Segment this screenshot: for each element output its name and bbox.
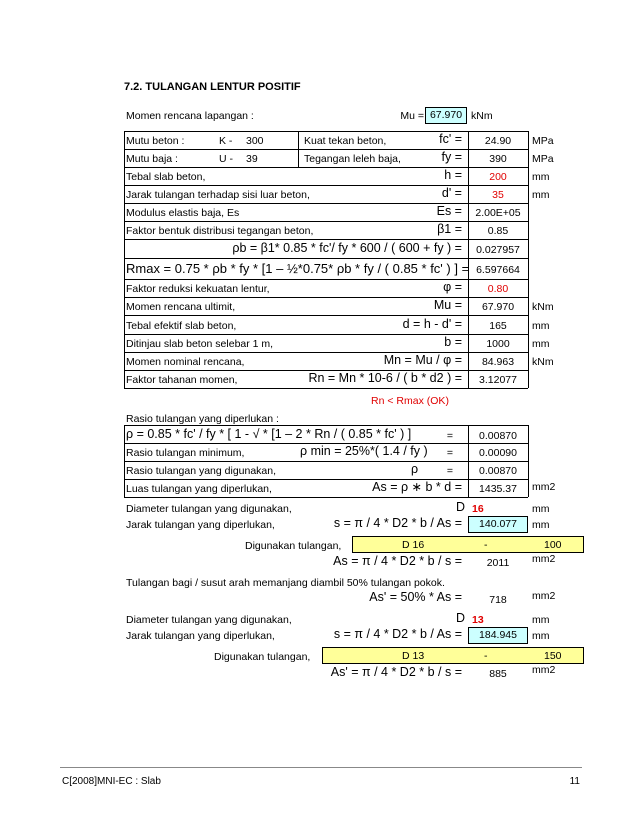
mutu-baja-label: Mutu baja : [126, 153, 178, 165]
as-pokok-unit: mm2 [532, 553, 556, 565]
rho-b-formula: ρb = β1* 0.85 * fc'/ fy * 600 / ( 600 + fy ) = [232, 241, 462, 255]
pakai-pokok-d: D 16 [402, 539, 425, 551]
as-bagi-unit: mm2 [532, 664, 556, 676]
fy-symbol: fy = [441, 150, 462, 164]
as-pokok-value: 2011 [486, 557, 510, 569]
tegangan-leleh-label: Tegangan leleh baja, [304, 153, 401, 165]
fc-value: 24.90 [484, 135, 512, 147]
mu-value: 67.970 [481, 301, 515, 313]
momen-lapangan-label: Momen rencana lapangan : [126, 110, 254, 122]
s-bagi-symbol: s = π / 4 * D2 * b / As = [333, 627, 462, 641]
beta-value: 0.85 [487, 225, 509, 237]
rho-guna-eq: = [446, 465, 454, 477]
phi-symbol: φ = [443, 280, 462, 294]
diameter-pokok-unit: mm [532, 503, 550, 515]
momen-lapangan-input[interactable]: 67.970 [425, 107, 467, 124]
pakai-pokok-dash: - [484, 539, 488, 551]
b-value: 1000 [486, 338, 510, 350]
mn-label: Momen nominal rencana, [126, 356, 245, 368]
fy-unit: MPa [532, 153, 554, 165]
as-symbol: As = ρ ∗ b * d = [372, 480, 462, 494]
as-pokok-symbol: As = π / 4 * D2 * b / s = [333, 554, 462, 568]
rho-min-value: 0.00090 [479, 447, 517, 459]
mu-label: Momen rencana ultimit, [126, 301, 236, 313]
diameter-bagi-label: Diameter tulangan yang digunakan, [126, 614, 292, 626]
momen-lapangan-symbol: Mu = [400, 110, 424, 122]
pakai-bagi-label: Digunakan tulangan, [214, 651, 311, 663]
beta-symbol: β1 = [437, 222, 462, 236]
pakai-pokok-s: 100 [544, 539, 562, 551]
section-title: 7.2. TULANGAN LENTUR POSITIF [124, 81, 301, 93]
h-value: 200 [489, 171, 507, 183]
diameter-pokok-label: Diameter tulangan yang digunakan, [126, 503, 292, 515]
jarak-pokok-label: Jarak tulangan yang diperlukan, [126, 519, 275, 531]
rn-symbol: Rn = Mn * 10-6 / ( b * d2 ) = [308, 371, 462, 385]
b-unit: mm [532, 338, 550, 350]
pakai-bagi-d: D 13 [402, 650, 425, 662]
d-prime-unit: mm [532, 189, 550, 201]
phi-value: 0.80 [487, 283, 509, 295]
as-bagi-symbol: As' = π / 4 * D2 * b / s = [330, 665, 462, 679]
footer-doc: C[2008]MNI-EC : Slab [62, 776, 161, 787]
phi-label: Faktor reduksi kekuatan lentur, [126, 283, 270, 295]
rn-check: Rn < Rmax (OK) [371, 395, 449, 407]
rho-guna-value: 0.00870 [479, 465, 517, 477]
rmax-formula: Rmax = 0.75 * ρb * fy * [1 – ½*0.75* ρb * fy / ( 0.85 * fc' ) ] = [126, 261, 470, 276]
s-bagi-value[interactable]: 184.945 [468, 627, 528, 644]
tebal-slab-label: Tebal slab beton, [126, 171, 206, 183]
as-bagi-perlu-symbol: As' = 50% * As = [369, 590, 462, 604]
footer-page-number: 11 [569, 776, 580, 787]
rho-value: 0.00870 [479, 430, 517, 442]
mutu-baja-prefix: U - [219, 153, 233, 165]
rn-label: Faktor tahanan momen, [126, 374, 238, 386]
b-symbol: b = [444, 335, 462, 349]
s-pokok-unit: mm [532, 519, 550, 531]
mu-symbol: Mu = [433, 298, 462, 312]
pakai-bagi-s: 150 [544, 650, 562, 662]
tul-bagi-note: Tulangan bagi / susut arah memanjang diambil 50% tulangan pokok. [126, 577, 445, 589]
momen-lapangan-unit: kNm [471, 110, 493, 122]
s-pokok-value[interactable]: 140.077 [468, 516, 528, 533]
diameter-pokok-symbol: D [456, 500, 466, 514]
fc-unit: MPa [532, 135, 554, 147]
rmax-value: 6.597664 [476, 264, 520, 276]
rho-formula: ρ = 0.85 * fc' / fy * [ 1 - √ * [1 – 2 * Rn / ( 0.85 * fc' ) ] [126, 427, 412, 441]
d-value: 165 [489, 320, 507, 332]
rho-b-value: 0.027957 [476, 244, 520, 256]
es-symbol: Es = [436, 204, 462, 218]
mutu-baja-grade: 39 [246, 153, 258, 165]
diameter-bagi-symbol: D [456, 611, 466, 625]
h-symbol: h = [444, 168, 462, 182]
rho-min-label: Rasio tulangan minimum, [126, 447, 245, 459]
luas-perlu-label: Luas tulangan yang diperlukan, [126, 483, 272, 495]
d-prime-symbol: d' = [441, 186, 462, 200]
rho-eq: = [446, 430, 454, 442]
fy-value: 390 [489, 153, 507, 165]
pakai-bagi-dash: - [484, 650, 488, 662]
mn-unit: kNm [532, 356, 554, 368]
diameter-bagi-unit: mm [532, 614, 550, 626]
fc-symbol: fc' = [439, 132, 462, 146]
tebal-efektif-label: Tebal efektif slab beton, [126, 320, 237, 332]
kuat-tekan-label: Kuat tekan beton, [304, 135, 387, 147]
h-unit: mm [532, 171, 550, 183]
mutu-beton-label: Mutu beton : [126, 135, 185, 147]
pakai-pokok-label: Digunakan tulangan, [245, 540, 342, 552]
rho-min-symbol: ρ min = 25%*( 1.4 / fy ) [300, 444, 428, 458]
rho-guna-label: Rasio tulangan yang digunakan, [126, 465, 277, 477]
diameter-bagi-value: 13 [472, 614, 484, 626]
as-bagi-perlu-unit: mm2 [532, 590, 556, 602]
jarak-bagi-label: Jarak tulangan yang diperlukan, [126, 630, 275, 642]
as-value: 1435.37 [479, 483, 517, 495]
modulus-label: Modulus elastis baja, Es [126, 207, 240, 219]
rn-value: 3.12077 [479, 374, 517, 386]
as-unit: mm2 [532, 481, 556, 493]
mn-symbol: Mn = Mu / φ = [383, 353, 462, 367]
d-symbol: d = h - d' = [402, 317, 462, 331]
as-bagi-value: 885 [489, 668, 507, 680]
beta-label: Faktor bentuk distribusi tegangan beton, [126, 225, 314, 237]
as-bagi-perlu-value: 718 [489, 594, 507, 606]
mutu-beton-prefix: K - [219, 135, 233, 147]
mu-unit: kNm [532, 301, 554, 313]
ditinjau-label: Ditinjau slab beton selebar 1 m, [126, 338, 274, 350]
rho-min-eq: = [446, 447, 454, 459]
diameter-pokok-value: 16 [472, 503, 484, 515]
es-value: 2.00E+05 [475, 207, 521, 219]
mutu-beton-grade: 300 [246, 135, 264, 147]
s-pokok-symbol: s = π / 4 * D2 * b / As = [333, 516, 462, 530]
mn-value: 84.963 [481, 356, 515, 368]
rho-guna-symbol: ρ [411, 462, 419, 476]
jarak-sisi-label: Jarak tulangan terhadap sisi luar beton, [126, 189, 310, 201]
rasio-perlu-label: Rasio tulangan yang diperlukan : [126, 413, 279, 425]
s-bagi-unit: mm [532, 630, 550, 642]
d-unit: mm [532, 320, 550, 332]
d-prime-value: 35 [492, 189, 504, 201]
